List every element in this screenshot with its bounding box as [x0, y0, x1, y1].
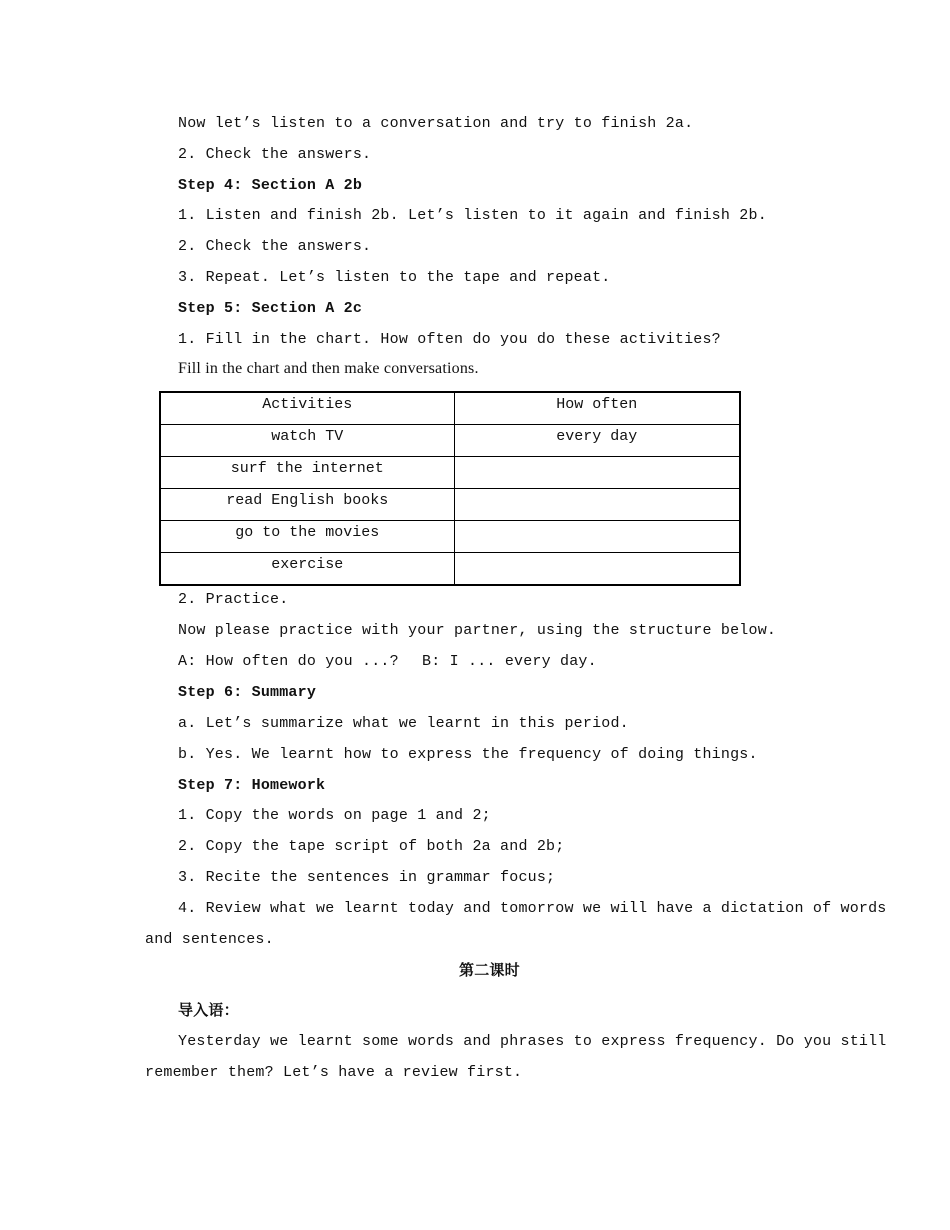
- table-header-cell: How often: [454, 392, 740, 425]
- table-header-row: [160, 392, 740, 425]
- section-heading: 第二课时: [459, 961, 520, 979]
- step-heading: Step 5: Section A 2c: [178, 300, 363, 317]
- table-row: [160, 457, 740, 489]
- table-row: [160, 553, 740, 586]
- text-line: 2. Check the answers.: [178, 238, 372, 255]
- text-line: Now let’s listen to a conversation and try to finish 2a.: [178, 115, 694, 132]
- text-line: a. Let’s summarize what we learnt in this period.: [178, 715, 629, 732]
- table-cell: [454, 521, 740, 553]
- intro-label: 导入语：: [178, 1001, 239, 1019]
- table-row: [160, 521, 740, 553]
- text-line: 1. Listen and finish 2b. Let’s listen to it again and finish 2b.: [178, 207, 767, 224]
- text-line: and sentences.: [145, 931, 274, 948]
- step-heading: Step 6: Summary: [178, 684, 317, 701]
- table-header-cell: Activities: [160, 392, 454, 425]
- table-cell: [454, 553, 740, 586]
- text-line: 4. Review what we learnt today and tomorrow we will have a dictation of words: [178, 900, 887, 917]
- table-row: [160, 425, 740, 457]
- text-line: 1. Copy the words on page 1 and 2;: [178, 807, 491, 824]
- text-line: 2. Practice.: [178, 591, 289, 608]
- text-line: 3. Recite the sentences in grammar focus;: [178, 869, 556, 886]
- table-cell: exercise: [160, 553, 454, 586]
- table-cell: surf the internet: [160, 457, 454, 489]
- step-heading: Step 4: Section A 2b: [178, 177, 363, 194]
- text-line: 3. Repeat. Let’s listen to the tape and repeat.: [178, 269, 611, 286]
- table-cell: every day: [454, 425, 740, 457]
- text-line: A: How often do you ...?: [178, 653, 399, 670]
- table-row: [160, 489, 740, 521]
- text-line: 2. Check the answers.: [178, 146, 372, 163]
- text-line: 1. Fill in the chart. How often do you do these activities?: [178, 331, 721, 348]
- table-cell: go to the movies: [160, 521, 454, 553]
- table-cell: read English books: [160, 489, 454, 521]
- text-line: Fill in the chart and then make conversations.: [178, 360, 479, 377]
- table-cell: [454, 457, 740, 489]
- text-line: remember them? Let’s have a review first.: [145, 1064, 523, 1081]
- text-line: b. Yes. We learnt how to express the frequency of doing things.: [178, 746, 758, 763]
- table-cell: [454, 489, 740, 521]
- text-line: Yesterday we learnt some words and phrases to express frequency. Do you still: [178, 1033, 887, 1050]
- text-line: 2. Copy the tape script of both 2a and 2b;: [178, 838, 565, 855]
- text-line: B: I ... every day.: [422, 653, 597, 670]
- activity-frequency-table: [159, 391, 741, 586]
- table-cell: watch TV: [160, 425, 454, 457]
- step-heading: Step 7: Homework: [178, 777, 326, 794]
- text-line: Now please practice with your partner, using the structure below.: [178, 622, 777, 639]
